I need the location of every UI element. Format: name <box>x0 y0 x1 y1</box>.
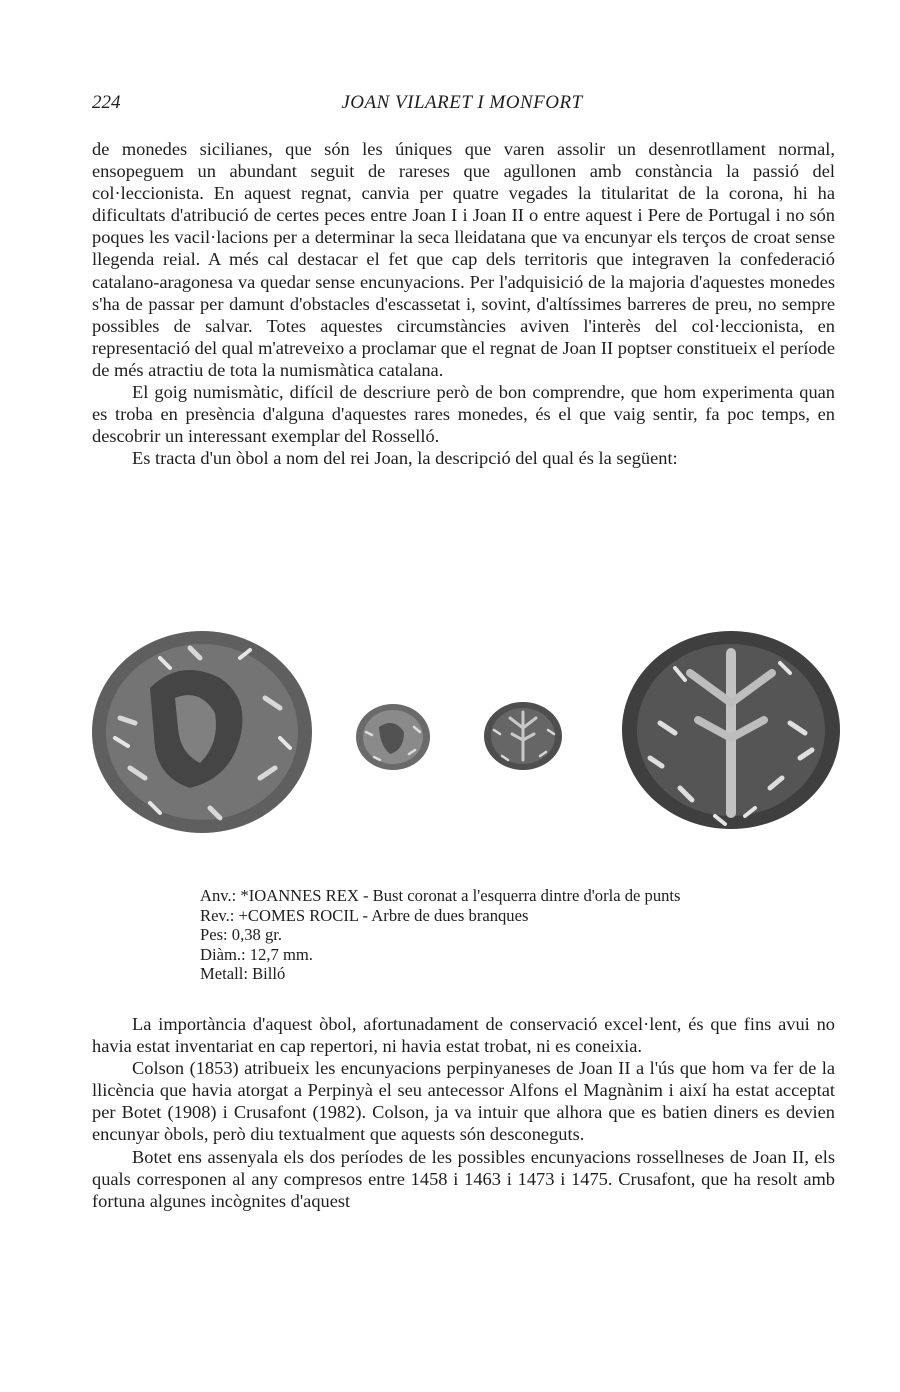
caption-reverse: Rev.: +COMES ROCIL - Arbre de dues branques <box>200 905 529 925</box>
caption-weight: Pes: 0,38 gr. <box>200 925 283 945</box>
paragraph: La importància d'aquest òbol, afortunadament de conservació excel·lent, és que fins avui no havia estat inventariat en cap repertori, ni havia estat trobat, ni es coneixia. <box>92 1014 835 1057</box>
coin-obverse-image <box>354 702 432 772</box>
coin-obverse-enlarged-image <box>90 628 315 836</box>
paragraph: Es tracta d'un òbol a nom del rei Joan, la descripció del qual és la següent: <box>132 448 678 469</box>
coin-reverse-enlarged-image <box>620 628 842 832</box>
paragraph: El goig numismàtic, difícil de descriure però de bon comprendre, que hom experimenta quan es troba en presència d'alguna d'aquestes rares monedes, és el que vaig sentir, fa poc temps, en descobrir un interessant exemplar del Rosselló. <box>92 382 835 447</box>
body-text-bottom <box>92 1013 835 1212</box>
caption-diameter: Diàm.: 12,7 mm. <box>200 944 313 964</box>
paragraph: de monedes sicilianes, que són les úniques que varen assolir un desenrotllament normal, ensopeguem un abundant seguit de rareses que agullonen amb constància la passió del col·leccionista. En aquest regnat, canvia per quatre vegades la titularitat de la corona, hi ha dificultats d'atribució de certes peces entre Joan I i Joan II o entre aquest i Pere de Portugal i no són poques les vacil·lacions per a determinar la seca lleidatana que va encunyar els terços de croat sense llegenda reial. A més cal destacar el fet que cap dels territoris que integraven la confederació catalano-aragonesa va quedar sense encunyacions. Per l'adquisició de la majoria d'aquestes monedes s'ha de passar per damunt d'obstacles d'escassetat i, sovint, d'altíssimes barreres de preu, no sempre possibles de salvar. Totes aquestes circumstàncies aviven l'interès del col·leccionista, en representació del qual m'atreveixo a proclamar que el regnat de Joan II poptser constitueix el període de més atractiu de tota la numismàtica catalana. <box>92 139 835 380</box>
paragraph: Colson (1853) atribueix les encunyacions perpinyaneses de Joan II a l'ús que hom va fer de la llicència que havia atorgat a Perpinyà el seu antecessor Alfons el Magnànim i així ha estat acceptat per Botet (1908) i Crusafont (1982). Colson, ja va intuir que alhora que es batien diners es devien encunyar òbols, però diu textualment que aquests són desconeguts. <box>92 1058 835 1145</box>
caption-metal: Metall: Billó <box>200 964 286 984</box>
caption-obverse: Anv.: *IOANNES REX - Bust coronat a l'esquerra dintre d'orla de punts <box>200 886 681 905</box>
running-head: JOAN VILARET I MONFORT <box>341 92 583 113</box>
body-text-top <box>92 138 835 469</box>
coin-reverse-image <box>482 700 564 772</box>
page-header <box>92 92 832 118</box>
coin-description <box>200 886 850 984</box>
coin-photographs <box>90 620 850 840</box>
paragraph: Botet ens assenyala els dos períodes de les possibles encunyacions rossellneses de Joan II, els quals corresponen al any compresos entre 1458 i 1463 i 1473 i 1475. Crusafont, que ha resolt amb fortuna algunes incògnites d'aquest <box>92 1146 835 1211</box>
page-number: 224 <box>92 92 121 113</box>
